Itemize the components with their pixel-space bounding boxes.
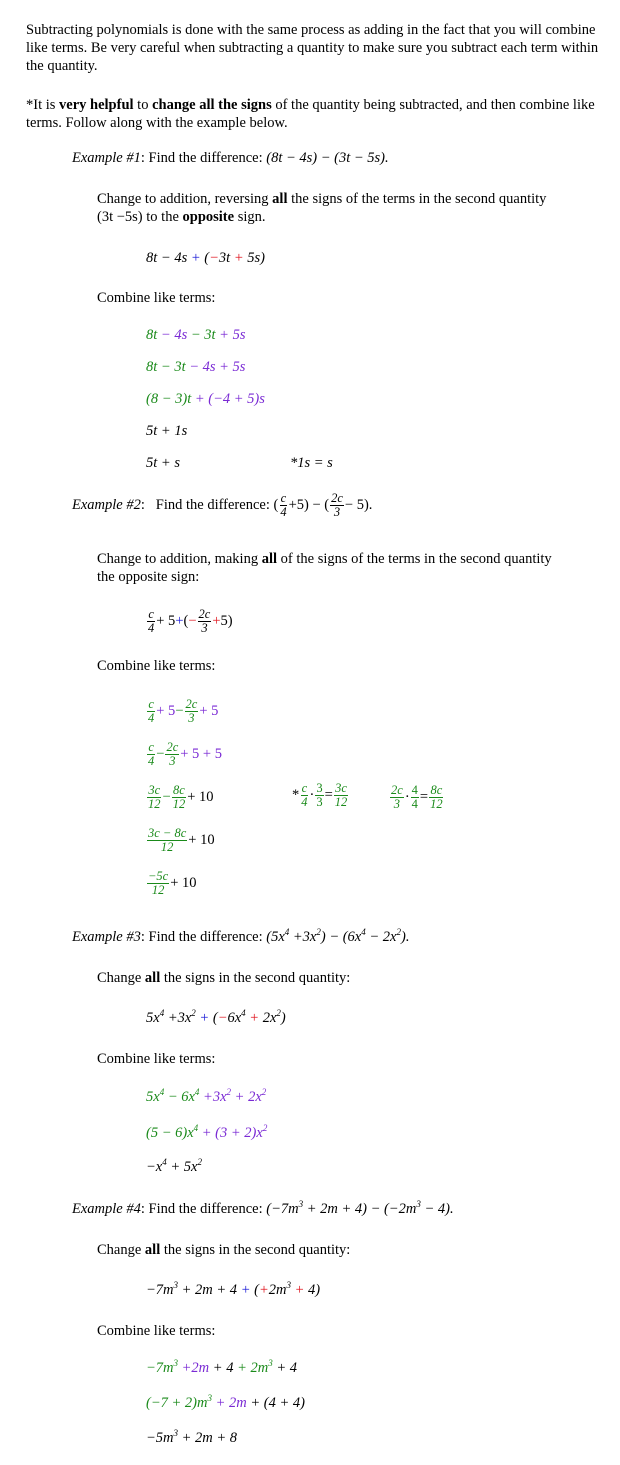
example-2-step-5: −5c 12 + 10 (148, 869, 197, 897)
example-2-step-4: 3c − 8c 12 + 10 (148, 826, 215, 854)
example-2-instruction: Change to addition, making all of the signs of the terms in the second quantity (97, 551, 552, 567)
example-3-step-2: $(5 - 6)x^4 + (3 + 2)x^2$ (146, 1123, 268, 1141)
example-1-step-5: 5t + s (146, 455, 180, 471)
example-3-combine-label: Combine like terms: (97, 1051, 216, 1067)
example-2-heading: Example #2 : Find the difference: ( c 4 +5) − ( 2c 3 − 5). (72, 491, 373, 519)
intro-tip: *It is very helpful to change all the signs of the quantity being subtracted, and then combine like terms. Follow along with the example below. (26, 97, 595, 131)
example-1-heading: Example #1: Find the difference: (8t − 4s) − (3t − 5s). (72, 150, 389, 166)
example-4-step-1: $-7m^3 +2m + 4 + 2m^3 + 4$ (146, 1358, 298, 1376)
example-2-step-2: c 4 − $\frac{2c}{3}$ + 5 + 5 (148, 740, 222, 768)
example-1-instruction-cont: (3t −5s) to the opposite sign. (97, 209, 266, 225)
example-1-note: *1s = s (290, 455, 333, 471)
example-3-step-1: $5x^4 - 6x^4 +3x^2 + 2x^2$ (146, 1087, 267, 1105)
example-3-step-3: $-x^4 + 5x^2$ (146, 1157, 202, 1175)
example-3-heading: Example #3: Find the difference: $(5x^4 +3x^2) - (6x^4 - 2x^2)$. (72, 927, 410, 945)
example-2-note-2: 2c 3 · $\frac{4}{4}$ = $\frac{8c}{12}$ (391, 783, 443, 811)
example-1-step-2: 8t − 3t − 4s + 5s (146, 359, 246, 375)
example-1-instruction: Change to addition, reversing all the signs of the terms in the second quantity (97, 191, 547, 207)
example-3-instruction: Change all the signs in the second quantity: (97, 970, 351, 986)
example-2-instruction-cont: the opposite sign: (97, 569, 200, 585)
example-2-combine-label: Combine like terms: (97, 658, 216, 674)
example-1-step-1: 8t − 4s − 3t + 5s (146, 327, 246, 343)
example-1-step-3: (8 − 3)t + (−4 + 5)s (146, 391, 265, 407)
example-2-step-addition: c 4 + 5 + ( − $\frac{2c}{3}$ + 5) (148, 607, 233, 635)
example-4-step-addition: $-7m^3 + 2m + 4 + (+2m^3 + 4)$ (146, 1280, 321, 1298)
example-2-note-1: * c 4 · $\frac{3}{3}$ = $\frac{3c}{12}$ (292, 781, 348, 809)
example-4-step-2: $(-7 + 2)m^3 + 2m + (4 + 4)$ (146, 1393, 305, 1411)
example-3-step-addition: $5x^4 +3x^2 + (-6x^4 + 2x^2)$ (146, 1008, 286, 1026)
example-1-step-4: 5t + 1s (146, 423, 188, 439)
example-4-step-3: $-5m^3 + 2m + 8$ (146, 1428, 238, 1446)
example-2-step-3: 3c 12 − $\frac{8c}{12}$ + 10 (148, 783, 214, 811)
example-4-heading: Example #4: Find the difference: $(-7m^3 + 2m + 4) - (-2m^3 - 4)$. (72, 1199, 454, 1217)
intro-paragraph: Subtracting polynomials is done with the same process as adding in the fact that you will combine like terms. Be very careful when subtracting a quantity to make sure you subtract each term within the quantity. (26, 22, 599, 74)
example-1-step-addition: 8t − 4s + (−3t + 5s) (146, 250, 265, 266)
example-2-step-1: c 4 + 5 − $\frac{2c}{3}$ + 5 (148, 697, 219, 725)
example-4-instruction: Change all the signs in the second quantity: (97, 1242, 351, 1258)
example-4-combine-label: Combine like terms: (97, 1323, 216, 1339)
example-1-combine-label: Combine like terms: (97, 290, 216, 306)
